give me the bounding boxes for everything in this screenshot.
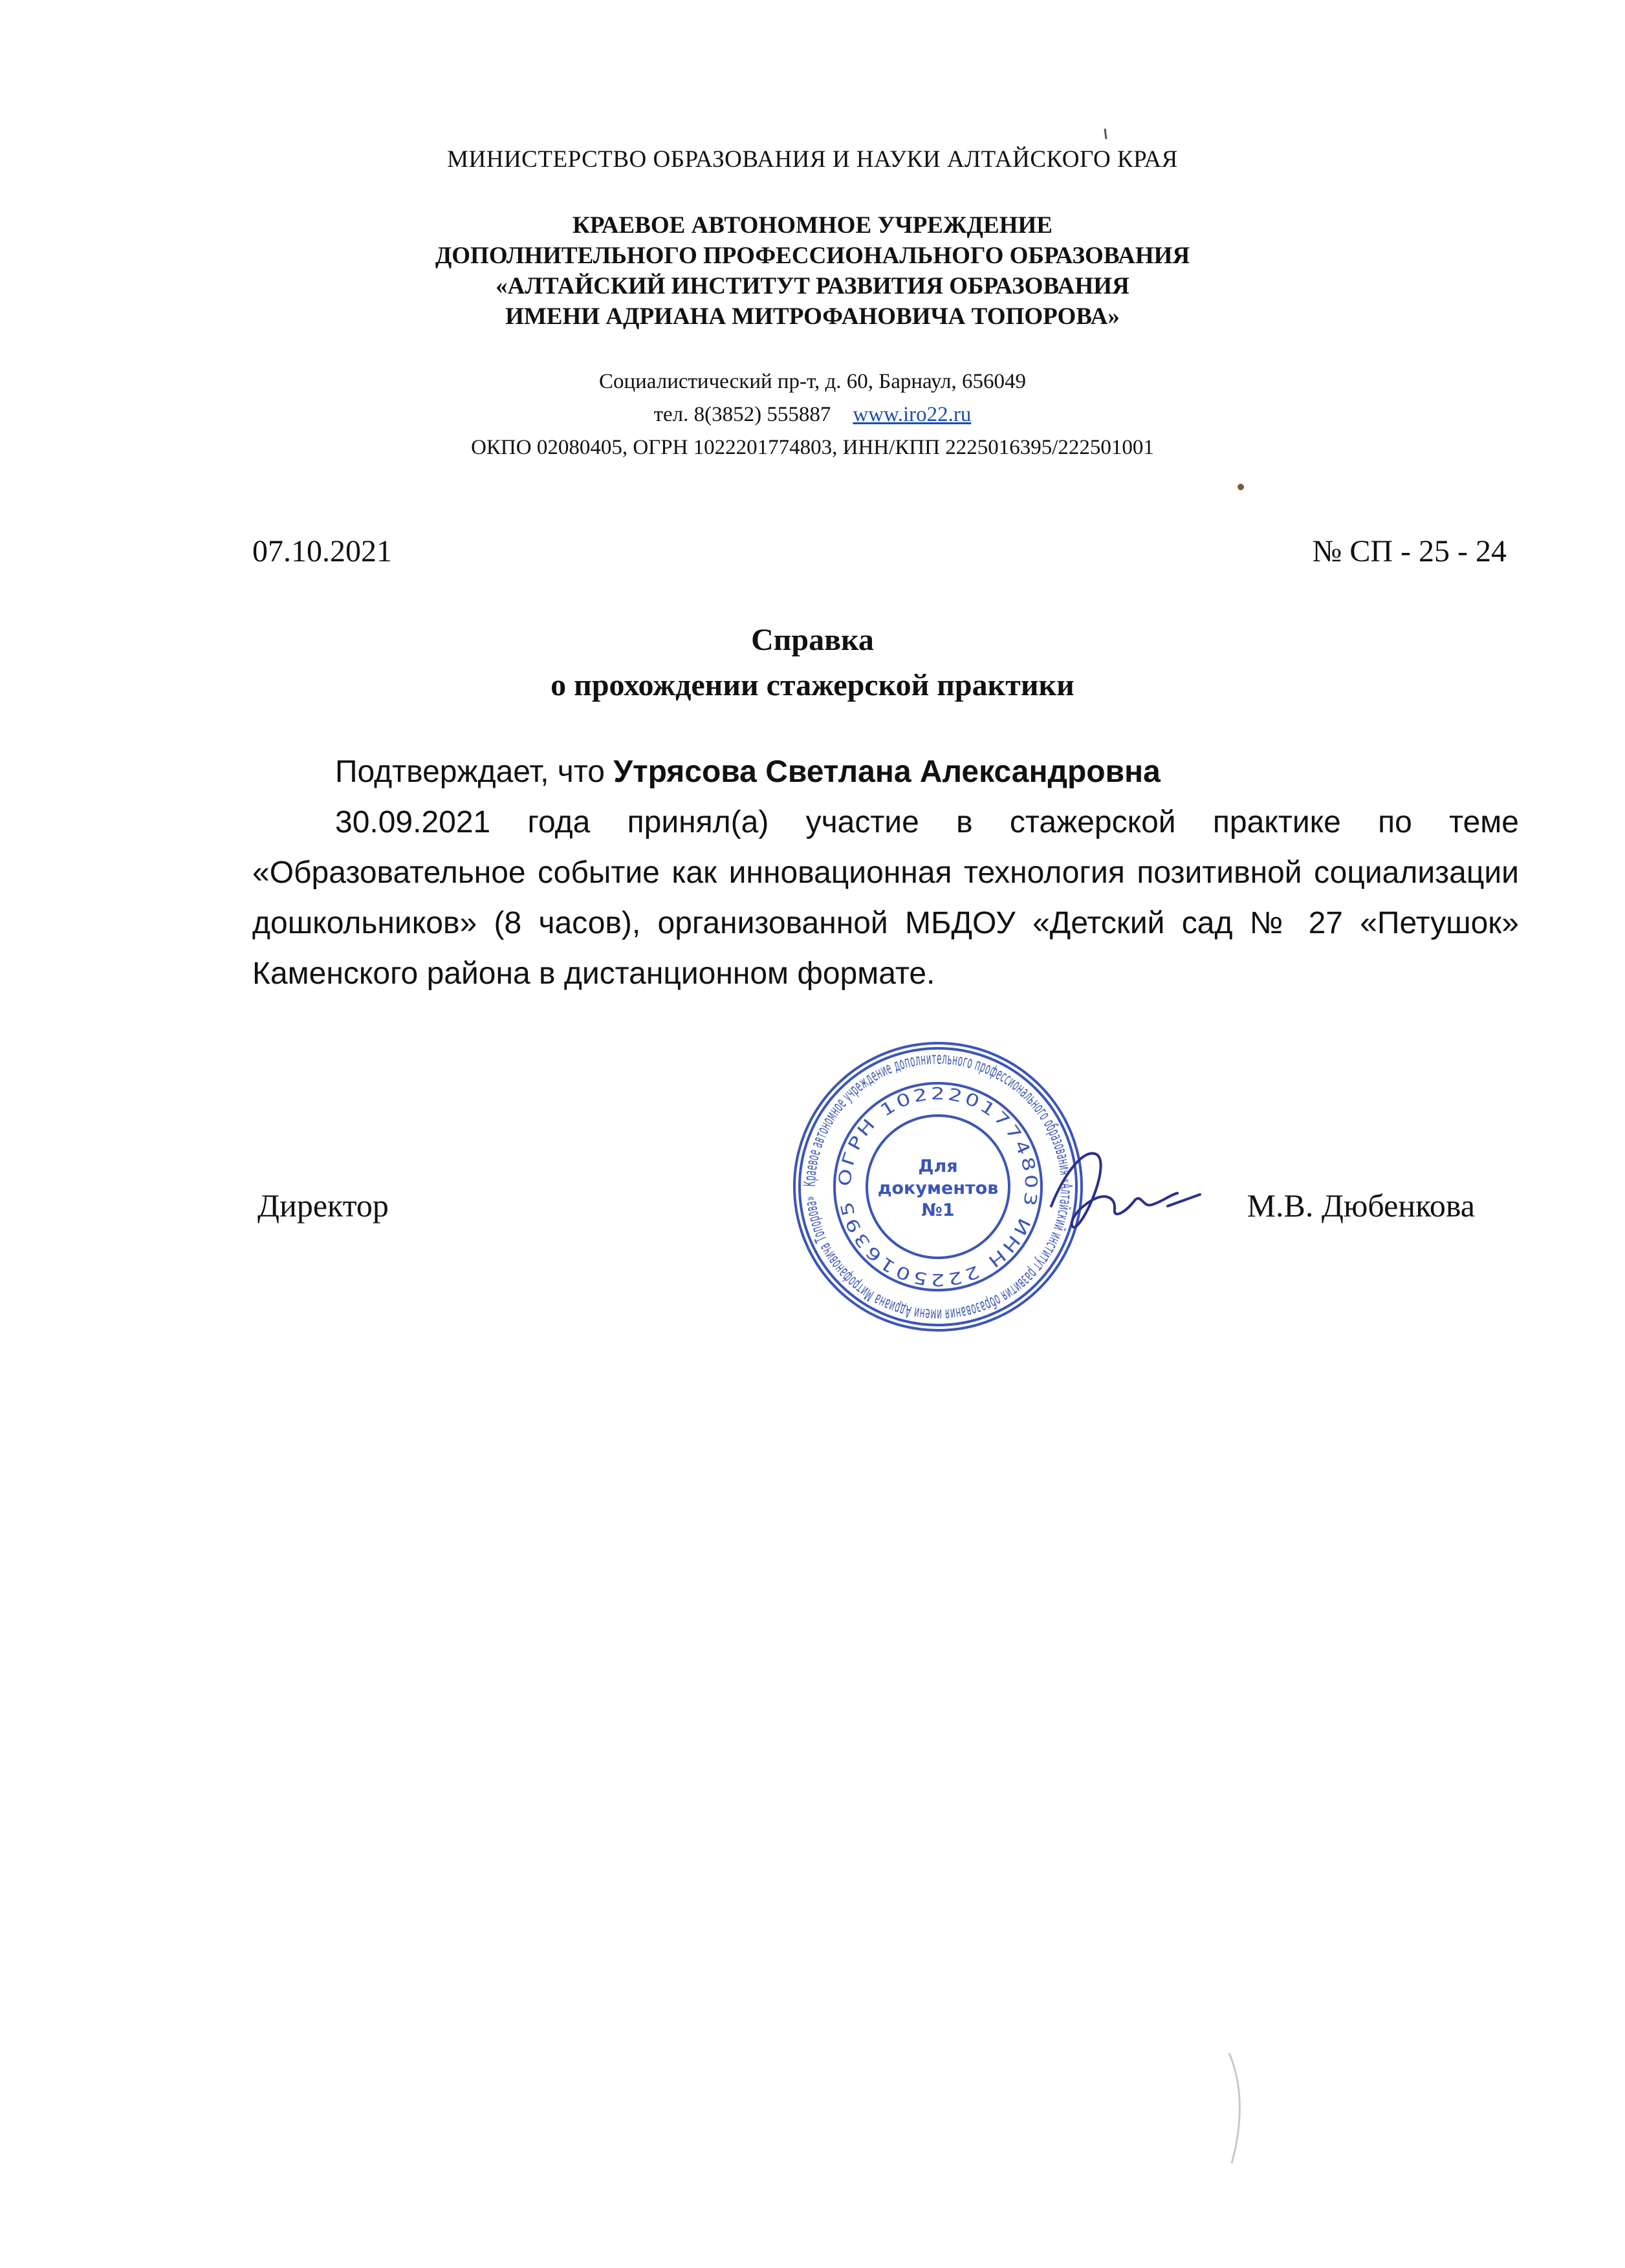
phone: тел. 8(3852) 555887 — [653, 403, 831, 426]
confirmation-line — [252, 747, 1519, 797]
body-paragraph: 30.09.2021 года принял(а) участие в стажерской практике по теме «Образовательное событие как инновационная технология позитивной социализации дошкольников» (8 часов), организованной МБДОУ «Детский сад № 27 «Петушок» Каменского района в дистанционном формате. — [252, 805, 1519, 991]
stamp-inner-text: ОГРН 1022201774803 ИНН 2225016395 — [835, 1084, 1041, 1290]
stamp-center-line: №1 — [921, 1200, 955, 1220]
ministry-name: МИНИСТЕРСТВО ОБРАЗОВАНИЯ И НАУКИ АЛТАЙСКОГО КРАЯ — [447, 146, 1178, 173]
scan-speck-icon — [1100, 126, 1113, 146]
phone-line — [0, 398, 1625, 431]
address: Социалистический пр-т, д. 60, Барнаул, 656049 — [598, 370, 1027, 393]
org-line: КРАЕВОЕ АВТОНОМНОЕ УЧРЕЖДЕНИЕ — [573, 212, 1052, 239]
stamp-outer-text: Краевое автономное учреждение дополнительного профессионального образования «Алтайский институт развития образования имени Адриана Митрофановича Топорова» — [800, 1048, 1076, 1325]
contacts-block — [0, 365, 1625, 464]
website-link[interactable]: www.iro22.ru — [853, 403, 972, 426]
confirm-prefix: Подтверждает, что — [335, 755, 614, 789]
signatory-position: Директор — [257, 1187, 389, 1224]
signatory-name: М.В. Дюбенкова — [1247, 1187, 1475, 1224]
handwritten-signature-icon — [1038, 1135, 1206, 1245]
org-line: ДОПОЛНИТЕЛЬНОГО ПРОФЕССИОНАЛЬНОГО ОБРАЗОВАНИЯ — [435, 243, 1190, 269]
org-line: «АЛТАЙСКИЙ ИНСТИТУТ РАЗВИТИЯ ОБРАЗОВАНИЯ — [496, 273, 1129, 299]
document-title-block — [0, 618, 1625, 708]
stamp-center-line: документов — [877, 1178, 999, 1198]
org-line: ИМЕНИ АДРИАНА МИТРОФАНОВИЧА ТОПОРОВА» — [505, 303, 1120, 330]
registry-codes: ОКПО 02080405, ОГРН 1022201774803, ИНН/КПП 2225016395/222501001 — [471, 436, 1154, 459]
document-body — [252, 747, 1519, 999]
document-subtitle: о прохождении стажерской практики — [551, 668, 1074, 702]
scan-mark-icon — [1223, 2050, 1249, 2166]
scan-speck-icon — [1236, 482, 1246, 492]
organization-name — [0, 210, 1625, 332]
person-name: Утрясова Светлана Александровна — [613, 755, 1161, 789]
document-date: 07.10.2021 — [252, 534, 392, 568]
document-title: Справка — [751, 623, 874, 657]
document-number: № СП - 25 - 24 — [1312, 534, 1507, 568]
stamp-center-line: Для — [918, 1156, 958, 1176]
